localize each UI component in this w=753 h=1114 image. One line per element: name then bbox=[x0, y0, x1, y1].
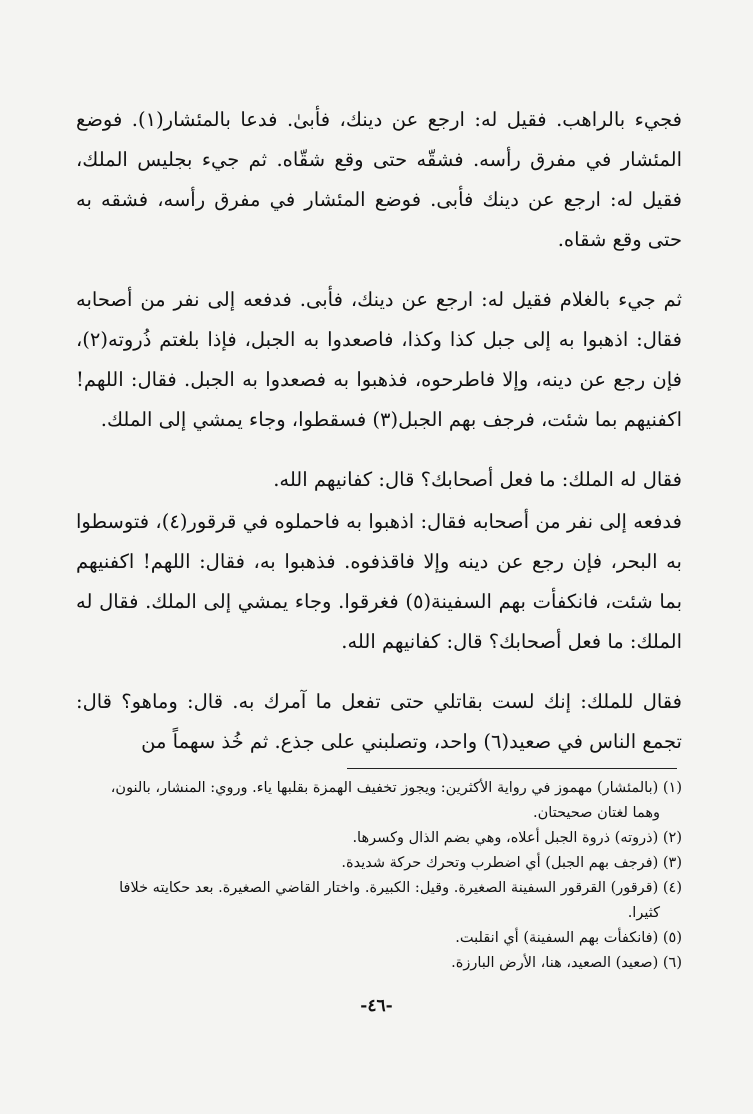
paragraph-3: فقال له الملك: ما فعل أصحابك؟ قال: كفانيهم الله. bbox=[273, 468, 682, 491]
footnote-2: (٢) (ذروته) ذروة الجبل أعلاه، وهي بضم الذال وكسرها. bbox=[352, 830, 682, 846]
footnote-5: (٥) (فانكفأت بهم السفينة) أي انقلبت. bbox=[455, 930, 682, 946]
footnote-6: (٦) (صعيد) الصعيد، هنا، الأرض البارزة. bbox=[451, 955, 682, 971]
page-number: -٤٦- bbox=[360, 996, 393, 1016]
footnote-4: (٤) (قرقور) القرقور السفينة الصغيرة. وقيل: الكبيرة. واختار القاضي الصغيرة. بعد حكايته خلافا bbox=[119, 880, 682, 896]
main-text bbox=[76, 100, 682, 762]
paragraph-1: فجيء بالراهب. فقيل له: ارجع عن دينك، فأبىٰ. فدعا بالمئشار(١). فوضع المئشار في مفرق رأسه. فشقّه حتى وقع شقّاه. ثم جيء بجليس الملك، فقيل له: ارجع عن دينك فأبى. فوضع المئشار في مفرق رأسه، فشقه به حتى وقع شقاه. bbox=[76, 108, 682, 251]
footnote-3: (٣) (فرجف بهم الجبل) أي اضطرب وتحرك حركة شديدة. bbox=[341, 855, 682, 871]
footnotes bbox=[76, 776, 682, 976]
footnote-1-continuation: وهما لغتان صحيحتان. bbox=[533, 805, 660, 821]
footnote-4-continuation: كثيرا. bbox=[627, 905, 660, 921]
footnote-separator bbox=[347, 768, 677, 769]
paragraph-2: ثم جيء بالغلام فقيل له: ارجع عن دينك، فأبى. فدفعه إلى نفر من أصحابه فقال: اذهبوا به إلى جبل كذا وكذا، فاصعدوا به الجبل، فإذا بلغتم ذُروته(٢)، فإن رجع عن دينه، وإلا فاطرحوه، فذهبوا به فصعدوا به الجبل. فقال: اللهم! اكفنيهم بما شئت، فرجف بهم الجبل(٣) فسقطوا، وجاء يمشي إلى الملك. bbox=[76, 288, 682, 431]
footnote-1: (١) (بالمئشار) مهموز في رواية الأكثرين: ويجوز تخفيف الهمزة بقلبها ياء. وروي: المنشار، بالنون، bbox=[110, 780, 682, 796]
paragraph-4: فدفعه إلى نفر من أصحابه فقال: اذهبوا به فاحملوه في قرقور(٤)، فتوسطوا به البحر، فإن رجع عن دينه وإلا فاقذفوه. فذهبوا به، فقال: اللهم! اكفنيهم بما شئت، فانكفأت بهم السفينة(٥) فغرقوا. وجاء يمشي إلى الملك. فقال له الملك: ما فعل أصحابك؟ قال: كفانيهم الله. bbox=[76, 510, 682, 653]
paragraph-5: فقال للملك: إنك لست بقاتلي حتى تفعل ما آمرك به. قال: وماهو؟ قال: تجمع الناس في صعيد(٦) واحد، وتصلبني على جذع. ثم خُذ سهماً من bbox=[76, 690, 682, 753]
